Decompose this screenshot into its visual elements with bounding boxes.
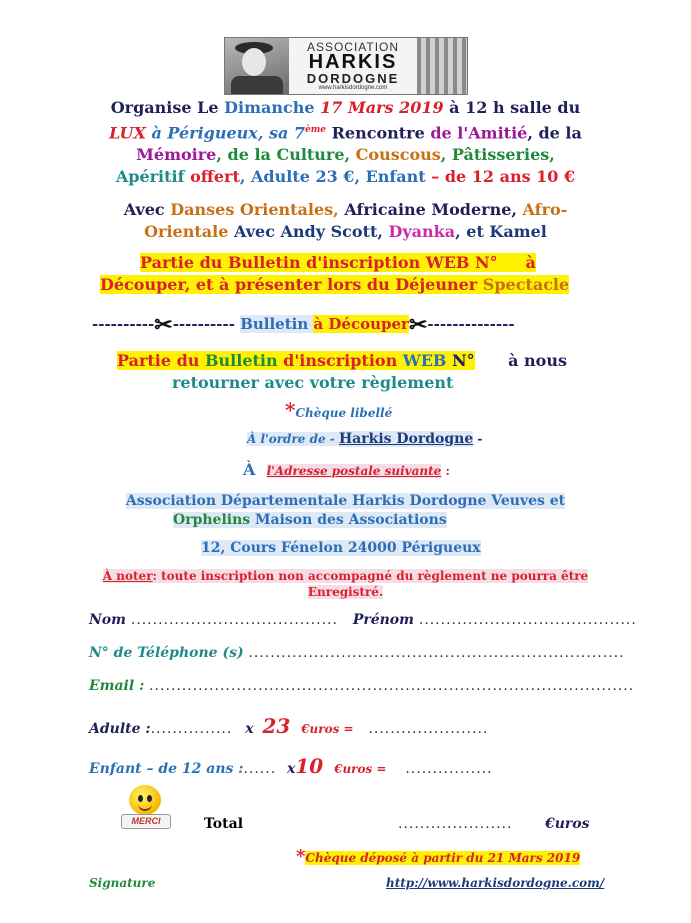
telephone-label: N° de Téléphone (s) [89, 645, 244, 661]
enfant-label: Enfant – de 12 ans : [89, 761, 244, 777]
cheque-deposit-note: *Chèque déposé à partir du 21 Mars 2019 [296, 846, 581, 867]
website-link[interactable]: http://www.harkisdordogne.com/ [386, 876, 605, 890]
adulte-total-field[interactable]: ...................... [368, 721, 489, 737]
logo-portrait [225, 38, 289, 94]
association-address: Association Départementale Harkis Dordogne Veuves et Orphelins Maison des Associations [125, 493, 566, 528]
scissors-icon: ✂ [154, 312, 173, 338]
scissors-icon: ✂ [408, 312, 428, 338]
nom-field[interactable]: ...................................... [130, 612, 338, 628]
adulte-quantity-field[interactable]: ............... [150, 721, 233, 737]
postal-address-label: À l'Adresse postale suivante : [243, 460, 450, 479]
logo-line1: ASSOCIATION [306, 40, 400, 54]
adulte-label: Adulte : [89, 721, 151, 737]
total-currency: €uros [545, 816, 590, 832]
logo-line4: www.harkisdordogne.com [318, 85, 388, 91]
name-row [89, 612, 637, 628]
logo-line2: HARKIS [308, 51, 398, 73]
email-field[interactable]: ......................................................................................... [149, 678, 635, 694]
telephone-field[interactable]: ..................................................................... [248, 645, 625, 661]
street-address: 12, Cours Fénelon 24000 Périgueux [201, 540, 481, 556]
dances-paragraph: Avec Danses Orientales, Africaine Moderne, Afro- Orientale Avec Andy Scott, Dyanka, et Kamel [123, 200, 568, 241]
nom-label: Nom [89, 612, 126, 628]
cut-separator: ----------✂---------- Bulletin à Découper✂-------------- [92, 312, 515, 338]
cheque-ordre: À l'ordre de - Harkis Dordogne - [247, 431, 483, 447]
enfant-total-field[interactable]: ................ [405, 761, 493, 777]
merci-smiley-icon: MERCI [119, 783, 171, 829]
adult-row: Adulte :............... x 23 €uros = ...................... [89, 714, 489, 738]
total-field[interactable]: ..................... [398, 816, 513, 832]
telephone-row [89, 645, 625, 661]
prenom-field[interactable]: ........................................ [418, 612, 637, 628]
enfant-price: 10 [295, 754, 324, 778]
email-row [89, 678, 634, 694]
cheque-libelle: *Chèque libellé [285, 398, 393, 422]
logo-line3: DORDOGNE [306, 71, 400, 86]
bulletin-header-1: Partie du Bulletin d'inscription WEB N° à Découper, et à présenter lors du Déjeuner Spectacle [100, 253, 570, 294]
bulletin-header-2: Partie du Bulletin d'inscription WEB N° à nous retourner avec votre règlement [117, 351, 567, 392]
adulte-price: 23 [262, 714, 291, 738]
signature-label: Signature [89, 876, 156, 890]
association-logo [224, 37, 468, 95]
event-intro: Organise Le Dimanche 17 Mars 2019 à 12 h salle du LUX à Périgueux, sa 7ème Rencontre de l'Amitié, de la Mémoire, de la Culture, Couscous, Pâtisseries, Apéritif offert, Adulte 23 €, Enfant – de 12 ans 10 € [109, 98, 582, 187]
enfant-quantity-field[interactable]: ...... [243, 761, 277, 777]
total-label: Total [204, 816, 244, 832]
prenom-label: Prénom [352, 612, 414, 628]
email-label: Email : [89, 678, 145, 694]
child-row: Enfant – de 12 ans :...... x10 €uros = ................ [89, 754, 493, 778]
payment-note: À noter: toute inscription non accompagné du règlement ne pourra être Enregistré. [102, 569, 589, 599]
logo-building-image [417, 38, 467, 94]
